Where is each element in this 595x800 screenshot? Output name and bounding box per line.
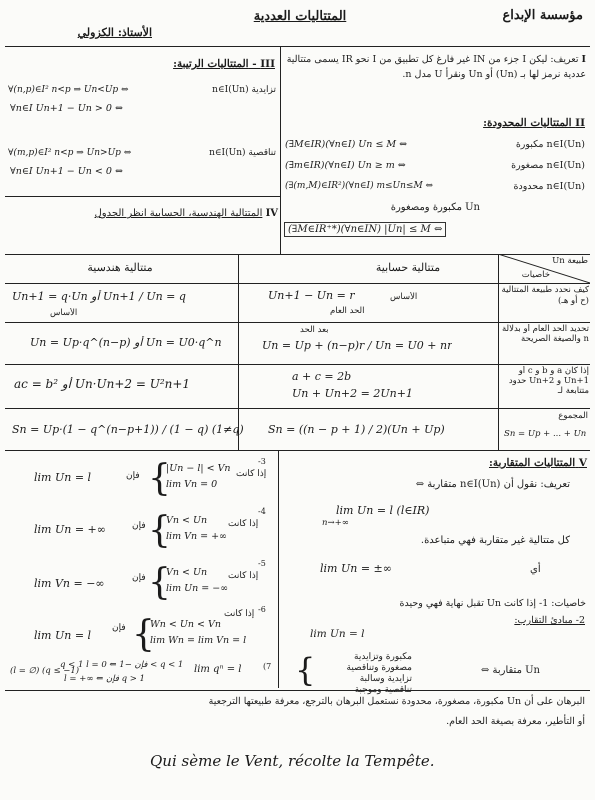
section-4-title: IV المتتالية الهندسية، الحسابية انظر الجدول <box>94 208 278 219</box>
table-header-type: طبيعة Un <box>552 256 588 266</box>
divergence-or: أي <box>530 564 541 575</box>
monotonic-increasing: ∀(n,p)∈I² n<p ⇒ Un<Up ⇔ تزايدية (Un)n∈I ∀n∈I Un+1 − Un > 0 ⇔ <box>8 85 276 114</box>
table-header-geometric: متتالية هندسية <box>87 261 153 274</box>
row-3-property: إذا كان a و b و c أو Un+1 و Un+2 حدود متتابعة لـ <box>508 366 589 396</box>
bounded-note: Un مكبورة ومصغورة <box>390 202 480 213</box>
row-4-arithmetic: Sn = ((n − p + 1) / 2)(Un + Up) <box>268 423 445 436</box>
top-divider <box>5 46 590 47</box>
row-1-arithmetic: Un+1 − Un = r <box>268 289 355 302</box>
column-divider <box>280 46 281 254</box>
lower-bounded-row: (∃m∈IR)(∀n∈I) Un ≥ m ⇔ (Un)n∈I مصغورة <box>285 160 585 171</box>
table-row-3-bottom <box>5 408 590 409</box>
upper-bounded-row: (∃M∈IR)(∀n∈I) Un ≤ M ⇔ (Un)n∈I مكبورة <box>285 139 585 150</box>
row-1-geo-note: الأساس <box>50 308 78 318</box>
row-4-property: المجموع <box>558 411 588 421</box>
convergence-principles: 2- مبادئ التقارب: <box>514 615 585 626</box>
row-1-geometric: Un+1 = q·Un أو Un+1 / Un = q <box>12 290 186 303</box>
footer-divider <box>5 690 590 691</box>
row-4-geometric: Sn = Up·(1 − q^(n−p+1)) / (1 − q) (1≠q) <box>12 423 244 436</box>
institution-name: مؤسسة الإبداع <box>502 8 583 23</box>
bounded-definitions <box>285 136 585 199</box>
limit-rule-6: lim Un = l فإن { Wn < Un < Vn lim Wn = lim Vn = l إذا كانت -6 <box>34 605 266 655</box>
row-4-property-math: Sn = Up + ... + Un <box>504 429 587 439</box>
table-row-2-bottom <box>5 364 590 365</box>
convergence-brace: { <box>295 651 316 689</box>
lower-column-divider <box>278 450 279 688</box>
convergence-limit: lim Un = l <box>310 628 365 640</box>
convergence-label: Un متقاربة ⇔ <box>480 665 540 676</box>
divergence-formula: lim Un = ±∞ <box>320 562 392 575</box>
properties-title: خاصيات: 1- إذا كانت Un تقبل نهاية فهي وحيدة <box>399 598 586 609</box>
row-2-property: تحديد الحد العام أو بدلالة n والصيغة الصريحة <box>501 324 589 344</box>
row-3-arithmetic: a + c = 2b <box>292 370 352 383</box>
section-2-title: II المتتاليات المحدودة: <box>483 117 585 129</box>
bounded-abs-formula: (∃M∈IR⁺*)(∀n∈IN) |Un| ≤ M ⇔ <box>284 222 446 237</box>
row-3-arithmetic-2: Un + Un+2 = 2Un+1 <box>292 387 413 400</box>
convergence-definition: تعريف: نقول أن (Un)n∈I متقاربة ⇔ <box>415 479 570 490</box>
row-2-arithmetic: Un = Up + (n−p)r / Un = U0 + nr <box>262 339 453 352</box>
footer-proof-note-2: أو التأطير، معرفة بصيغة الحد العام. <box>446 716 585 727</box>
table-row-1-bottom <box>5 322 590 323</box>
limit-rule-3: lim Un = l فإن { |Un − l| < Vn lim Vn = 0 إذا كانت -3 <box>34 457 267 499</box>
page-title: المتتاليات العددية <box>253 9 347 24</box>
section-5-title: V المتتاليات المتقاربة: <box>488 457 587 469</box>
table-header-bottom <box>5 283 590 284</box>
table-header-arithmetic: متتالية حسابية <box>375 261 441 274</box>
row-1-arith-note1: الأساس <box>390 292 418 302</box>
row-3-geometric: ac = b² أو Un·Un+2 = U²n+1 <box>14 377 191 391</box>
table-col-2 <box>498 254 499 450</box>
convergence-sub: n→+∞ <box>322 518 349 528</box>
limit-rule-4: lim Un = +∞ فإن { Vn < Un lim Vn = +∞ إذا كانت -4 <box>34 507 266 551</box>
limit-rule-5: lim Vn = −∞ فإن { Vn < Un lim Un = −∞ إذا كانت -5 <box>34 559 266 603</box>
table-bottom <box>5 450 590 451</box>
section-3-divider <box>5 196 280 197</box>
table-header-props: خاصيات <box>521 270 550 280</box>
divergence-note: كل متتالية غير متقاربة فهي متباعدة. <box>420 535 570 546</box>
row-2-geometric: Un = Up·q^(n−p) أو Un = U0·q^n <box>30 336 222 349</box>
table-col-1 <box>238 254 239 450</box>
section-3-title: III - المتتاليات الرتيبة: <box>173 58 275 70</box>
bounded-row: (∃(m,M)∈IR²)(∀n∈I) m≤Un≤M ⇔ (Un)n∈I محدودة <box>285 181 585 192</box>
limit-rules <box>8 457 276 663</box>
monotonic-decreasing: ∀(m,p)∈I² n<p ⇒ Un>Up ⇔ تناقصية (Un)n∈I ∀n∈I Un+1 − Un < 0 ⇔ <box>8 148 276 177</box>
geometric-power-limit: (l = ∅) (q ≤ −1) q < 1 l = 0 ⇐ فإن −1 < q < 1 l = +∞ ⇐ فإن q > 1 lim qⁿ = l (7 <box>10 660 272 684</box>
convergence-items: مكبورة وتزايدية مصغورة وتناقصية تزايدية وسالبة تناقصية وموجبة <box>346 652 412 695</box>
section-1-label: I <box>581 54 586 65</box>
teacher-name: الأستاذ: الكزولي <box>77 26 152 39</box>
row-2-arith-note: بعد الحد <box>300 325 329 335</box>
section-1-definition: I تعريف: ليكن I جزء من IN غير فارغ كل تطبيق من I نحو IR يسمى متتالية عددية نرمز لها بـ (Un) أو Un ونقرأ U مدل n. <box>286 54 586 80</box>
row-1-property: كيف نحدد طبيعة المتتالية (ح أو هـ) <box>501 285 589 306</box>
row-1-arith-note2: الحد العام <box>330 306 365 316</box>
convergence-formula: lim Un = l (l∈IR) <box>336 504 430 517</box>
footer-motto: Qui sème le Vent, récolte la Tempête. <box>150 752 435 770</box>
footer-proof-note: البرهان على أن Un مكبورة، مصغورة، محدودة نستعمل البرهان بالترجع، معرفة طبيعتها الترجعية <box>208 696 585 707</box>
